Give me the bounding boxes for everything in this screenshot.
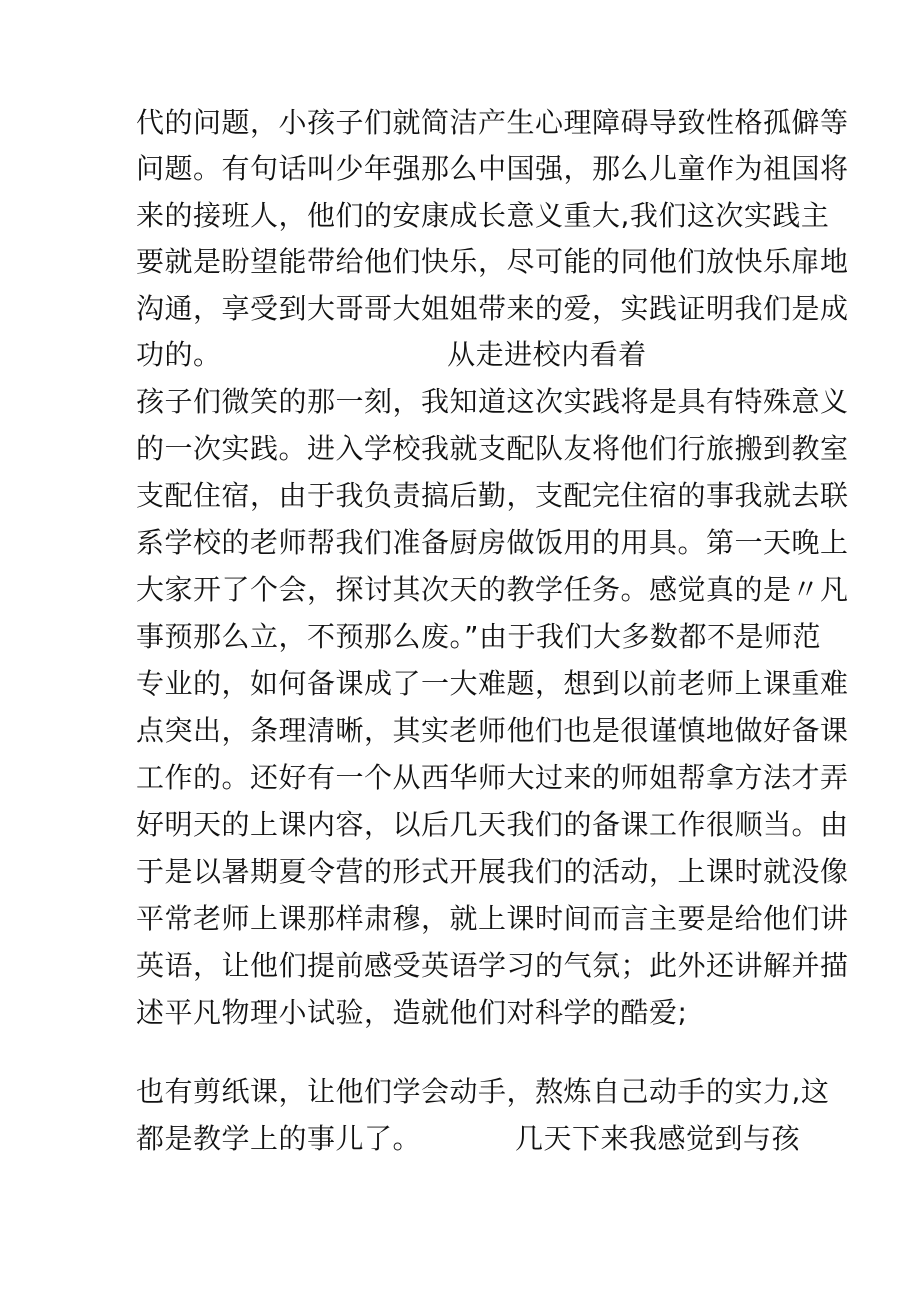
text-line: 代的问题，小孩子们就简洁产生心理障碍导致性格孤僻等 [136,106,849,139]
text-line: 沟通，享受到大哥哥大姐姐带来的爱，实践证明我们是成 [136,292,849,325]
text-line: 于是以暑期夏令营的形式开展我们的活动，上课时就没像 [136,855,849,888]
text-line: 平常老师上课那样肃穆，就上课时间而言主要是给他们讲 [136,902,849,935]
text-line: 点突出，条理清晰，其实老师他们也是很谨慎地做好备课 [136,714,849,747]
text-line: 都是教学上的事儿了。 几天下来我感觉到与孩 [136,1122,801,1155]
text-line: 孩子们微笑的那一刻，我知道这次实践将是具有特殊意义 [136,385,849,418]
text-line: 大家开了个会，探讨其次天的教学任务。感觉真的是〃凡 [136,573,849,606]
text-line: 问题。有句话叫少年强那么中国强，那么儿童作为祖国将 [136,152,849,185]
text-line: 专业的，如何备课成了一大难题，想到以前老师上课重难 [136,667,849,700]
text-line: 好明天的上课内容，以后几天我们的备课工作很顺当。由 [136,808,849,841]
text-line: 支配住宿，由于我负责搞后勤，支配完住宿的事我就去联 [136,479,849,512]
text-line: 来的接班人，他们的安康成长意义重大,我们这次实践主 [136,199,830,232]
text-line: 的一次实践。进入学校我就支配队友将他们行旅搬到教室 [136,432,849,465]
text-line: 述平凡物理小试验，造就他们对科学的酷爱; [136,996,688,1029]
text-line: 功的。 从走进校内看着 [136,338,647,371]
text-line: 事预那么立，不预那么废。”由于我们大多数都不是师范 [136,620,822,653]
text-line: 要就是盼望能带给他们快乐，尽可能的同他们放快乐扉地 [136,245,849,278]
text-line: 系学校的老师帮我们准备厨房做饭用的用具。第一天晚上 [136,526,849,559]
text-line: 英语，让他们提前感受英语学习的气氛；此外还讲解并描 [136,949,849,982]
text-line: 也有剪纸课，让他们学会动手，熬炼自己动手的实力,这 [136,1075,830,1108]
text-line: 工作的。还好有一个从西华师大过来的师姐帮拿方法才弄 [136,761,849,794]
